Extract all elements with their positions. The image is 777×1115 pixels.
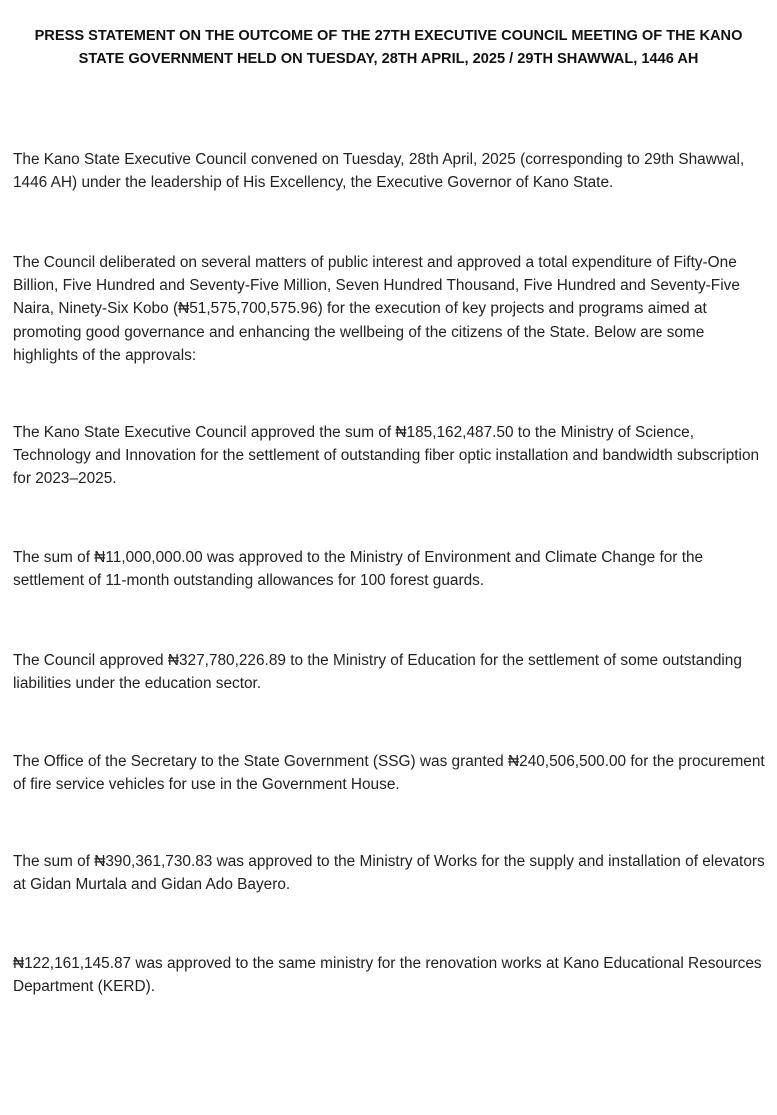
paragraph-education: The Council approved ₦327,780,226.89 to the Ministry of Education for the settlement of some outstanding liabilities under the education sector. — [13, 652, 742, 693]
paragraph-environment: The sum of ₦11,000,000.00 was approved to the Ministry of Environment and Climate Change for the settlement of 11-month outstanding allowances for 100 forest guards. — [13, 549, 704, 590]
paragraph-science-technology: The Kano State Executive Council approved the sum of ₦185,162,487.50 to the Ministry of Science, Technology and Innovation for the settlement of outstanding fiber optic installation and bandwidth subscription for 2023–2025. — [13, 424, 760, 488]
paragraph-kerd-renovation: ₦122,161,145.87 was approved to the same ministry for the renovation works at Kano Educational Resources Department (KERD). — [13, 955, 762, 996]
document-title: PRESS STATEMENT ON THE OUTCOME OF THE 27TH EXECUTIVE COUNCIL MEETING OF THE KANO STATE GOVERNMENT HELD ON TUESDAY, 28TH APRIL, 2025 / 29TH SHAWWAL, 1446 AH — [34, 28, 743, 67]
paragraph-total-expenditure: The Council deliberated on several matters of public interest and approved a total expenditure of Fifty-One Billion, Five Hundred and Seventy-Five Million, Seven Hundred Thousand, Five Hundred and Seventy-Five Naira, Ninety-Six Kobo (₦51,575,700,575.96) for the execution of key projects and programs aimed at promoting good governance and enhancing the wellbeing of the citizens of the State. Below are some highlights of the approvals: — [13, 254, 740, 364]
paragraph-ssg-fire-vehicles: The Office of the Secretary to the State Government (SSG) was granted ₦240,506,500.00 for the procurement of fire service vehicles for use in the Government House. — [13, 753, 765, 794]
paragraph-council-convened: The Kano State Executive Council convened on Tuesday, 28th April, 2025 (corresponding to 29th Shawwal, 1446 AH) under the leadership of His Excellency, the Executive Governor of Kano State. — [13, 151, 745, 192]
paragraph-works-elevators: The sum of ₦390,361,730.83 was approved to the Ministry of Works for the supply and installation of elevators at Gidan Murtala and Gidan Ado Bayero. — [13, 853, 765, 894]
